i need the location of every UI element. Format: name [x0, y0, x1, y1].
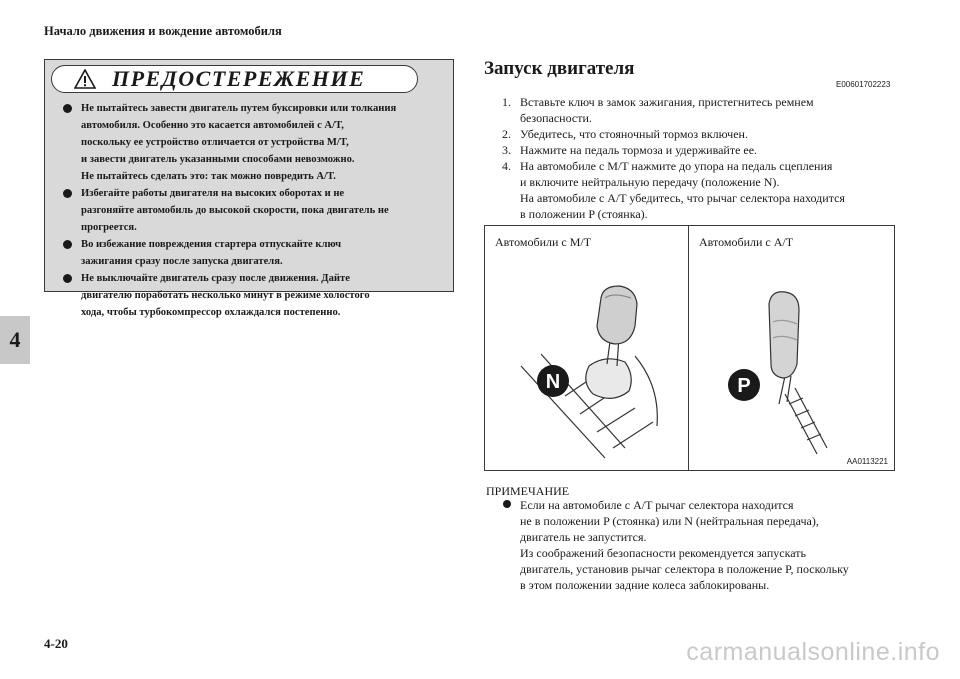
- warning-list: [59, 100, 451, 321]
- running-header: Начало движения и вождение автомобиля: [44, 24, 282, 38]
- watermark: carmanualsonline.info: [686, 638, 940, 666]
- warning-title: ПРЕДОСТЕРЕЖЕНИЕ: [112, 66, 366, 91]
- warning-item: [59, 270, 451, 321]
- bullet-icon: [63, 189, 72, 198]
- page-number: 4-20: [44, 636, 68, 651]
- warning-triangle-icon: [74, 69, 96, 89]
- note-item: [500, 497, 900, 593]
- step-number: 2.: [502, 127, 511, 141]
- warning-item: [59, 100, 451, 185]
- step-number: 4.: [502, 159, 511, 173]
- gear-lever-figure: [484, 225, 895, 471]
- figure-code: AA0113221: [846, 457, 888, 466]
- step-item: [502, 126, 897, 142]
- step-number: 3.: [502, 143, 511, 157]
- note-list: [500, 497, 900, 593]
- warning-title-bar: [51, 65, 418, 93]
- note-item-text: Если на автомобиле с A/T рычаг селектора находится не в положении P (стоянка) или N (нейтральная передача), двигатель не запустится. Из соображений безопасности рекомендуется запускать двигатель, установив рычаг селектора в положение P, поскольку в этом положении задние колеса заблокированы.: [520, 498, 849, 592]
- bullet-icon: [63, 104, 72, 113]
- step-item: [502, 142, 897, 158]
- figure-label-mt: Автомобили с M/T: [495, 235, 592, 249]
- automatic-selector-illustration: [769, 292, 827, 454]
- warning-item-text: Избегайте работы двигателя на высоких оборотах и не разгоняйте автомобиль до высокой скорости, пока двигатель не прогреется.: [81, 188, 389, 233]
- step-text: Нажмите на педаль тормоза и удерживайте ее.: [520, 143, 758, 157]
- badge-p-label: P: [737, 375, 751, 397]
- chapter-number: 4: [9, 327, 21, 352]
- warning-item: [59, 185, 451, 236]
- warning-item-text: Не выключайте двигатель сразу после движения. Дайте двигателю поработать несколько минут в режиме холостого хода, чтобы турбокомпрессор охлаждался постепенно.: [81, 273, 370, 318]
- step-text: На автомобиле с M/T нажмите до упора на педаль сцепления и включите нейтральную передачу (положение N). На автомобиле с A/T убедитесь, что рычаг селектора находится в положении P (стоянка).: [520, 159, 845, 221]
- steps-list: [502, 94, 897, 222]
- warning-box: [44, 59, 454, 318]
- bullet-icon: [63, 274, 72, 283]
- chapter-tab: [0, 316, 30, 364]
- step-text: Вставьте ключ в замок зажигания, пристегнитесь ремнем безопасности.: [520, 95, 814, 125]
- note-title: ПРИМЕЧАНИЕ: [486, 484, 570, 498]
- section-code: E00601702223: [836, 80, 891, 89]
- bullet-icon: [503, 500, 511, 508]
- step-item: [502, 94, 897, 126]
- warning-item-text: Не пытайтесь завести двигатель путем буксировки или толкания автомобиля. Особенно это касается автомобилей с A/T, поскольку ее устройство отличается от устройства M/T, и завести двигатель указанными способами невозможно. Не пытайтесь сделать это: так можно повредить A/T.: [81, 103, 397, 182]
- warning-item-text: Во избежание повреждения стартера отпускайте ключ зажигания сразу после запуска двигателя.: [81, 239, 342, 267]
- warning-item: [59, 236, 451, 270]
- step-text: Убедитесь, что стояночный тормоз включен.: [520, 127, 748, 141]
- badge-n-label: N: [545, 371, 561, 393]
- section-title: Запуск двигателя: [484, 58, 635, 79]
- step-number: 1.: [502, 95, 511, 109]
- figure-label-at: Автомобили с A/T: [699, 235, 794, 249]
- bullet-icon: [63, 240, 72, 249]
- figure-illustration: [485, 226, 896, 472]
- step-item: [502, 158, 897, 222]
